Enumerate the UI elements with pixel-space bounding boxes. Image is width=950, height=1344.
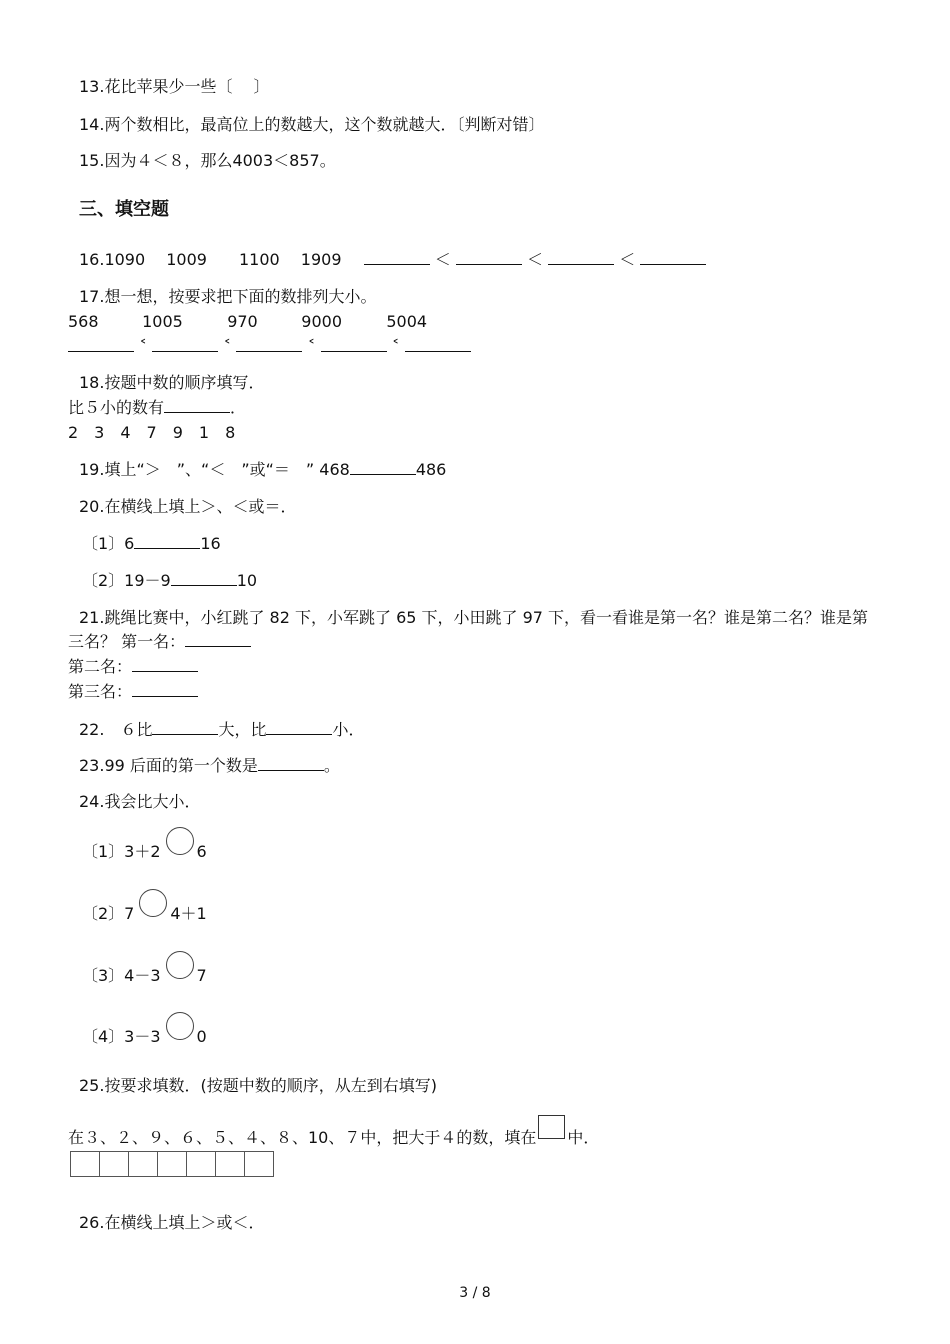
part-label: 〔1〕6: [82, 534, 135, 553]
question-16: [79, 250, 706, 270]
answer-cell[interactable]: [245, 1152, 273, 1176]
less-than-sign: ＜: [526, 250, 543, 269]
answer-cell[interactable]: [129, 1152, 158, 1176]
answer-blank[interactable]: [132, 657, 198, 672]
answer-blank[interactable]: [258, 756, 324, 771]
answer-blank[interactable]: [364, 250, 430, 265]
compare-circle[interactable]: [166, 827, 194, 855]
expression-left: 〔2〕7: [82, 904, 135, 923]
answer-cell[interactable]: [100, 1152, 129, 1176]
expression-left: 〔3〕4－3: [82, 966, 161, 985]
question-19: [79, 460, 446, 480]
question-20-part2: [82, 571, 257, 591]
question-18-digits: 2 3 4 7 9 1 8: [68, 423, 236, 442]
answer-cell[interactable]: [158, 1152, 187, 1176]
answer-blank[interactable]: [321, 337, 387, 352]
question-23-prompt: 23.99 后面的第一个数是: [79, 756, 258, 775]
question-18-prompt: 比５小的数有: [68, 398, 165, 417]
question-21-line4: [68, 682, 198, 702]
number-item: 568: [68, 312, 99, 331]
question-25-line2: [68, 1115, 599, 1148]
question-21-line3: [68, 657, 198, 677]
less-than-sign: ˂: [223, 337, 232, 356]
question-17-blanks: [68, 337, 471, 357]
question-18-line: [68, 398, 246, 418]
question-17: 17.想一想，按要求把下面的数排列大小。: [79, 287, 377, 306]
answer-blank[interactable]: [185, 632, 251, 647]
answer-blank[interactable]: [68, 337, 134, 352]
expression-right: 4＋1: [170, 904, 207, 923]
less-than-sign: ˂: [307, 337, 316, 356]
answer-blank[interactable]: [152, 337, 218, 352]
question-26: 26.在横线上填上＞或＜．: [79, 1213, 265, 1232]
question-18: 18.按题中数的顺序填写．: [79, 373, 265, 392]
compare-circle[interactable]: [166, 1012, 194, 1040]
question-19-prompt: 19.填上“＞ ”、“＜ ”或“＝ ” 468: [79, 460, 350, 479]
question-13: 13.花比苹果少一些〔 〕: [79, 77, 270, 96]
part-label: 〔2〕19－9: [82, 571, 171, 590]
answer-blank[interactable]: [350, 460, 416, 475]
third-place-label: 第三名：: [68, 682, 133, 701]
section-title: 三、填空题: [79, 199, 169, 220]
number-item: 5004: [386, 312, 428, 331]
question-25-suffix: 中．: [567, 1128, 600, 1147]
answer-blank[interactable]: [640, 250, 706, 265]
answer-blank[interactable]: [456, 250, 522, 265]
answer-blank[interactable]: [548, 250, 614, 265]
expression-right: 7: [196, 966, 207, 985]
question-21-line2: [68, 632, 251, 652]
period: ．: [230, 398, 247, 417]
answer-blank[interactable]: [171, 571, 237, 586]
answer-blank[interactable]: [236, 337, 302, 352]
answer-cell[interactable]: [187, 1152, 216, 1176]
page-number: 3 / 8: [459, 1285, 491, 1301]
expression-right: 0: [196, 1027, 207, 1046]
question-15: 15.因为４＜８，那么4003＜857。: [79, 151, 336, 170]
question-20-part1: [82, 534, 221, 554]
expression-right: 6: [196, 842, 207, 861]
expression-left: 〔1〕3＋2: [82, 842, 161, 861]
answer-grid: [70, 1151, 274, 1177]
first-place-label: 三名？ 第一名：: [68, 632, 186, 651]
less-than-sign: ˂: [139, 337, 148, 356]
question-20: 20.在横线上填上＞、＜或＝．: [79, 497, 297, 516]
compare-circle[interactable]: [139, 889, 167, 917]
number-item: 970: [227, 312, 258, 331]
answer-blank[interactable]: [405, 337, 471, 352]
part-number: 16: [200, 534, 221, 553]
answer-cell[interactable]: [71, 1152, 100, 1176]
number-item: 9000: [301, 312, 342, 331]
question-22-prompt: 22. ６比: [79, 720, 153, 739]
expression-left: 〔4〕3－3: [82, 1027, 161, 1046]
number-item: 1005: [142, 312, 183, 331]
less-than-sign: ＜: [434, 250, 451, 269]
answer-blank[interactable]: [266, 720, 332, 735]
question-23-suffix: 。: [323, 756, 340, 775]
answer-blank[interactable]: [164, 398, 230, 413]
answer-blank[interactable]: [152, 720, 218, 735]
answer-blank[interactable]: [132, 682, 198, 697]
question-22-mid: 大，比: [218, 720, 267, 739]
question-25-prompt: 在３、２、９、６、５、４、８、10、７中，把大于４的数，填在: [68, 1128, 537, 1147]
question-22: [79, 720, 364, 740]
question-23: [79, 756, 340, 776]
less-than-sign: ＜: [619, 250, 636, 269]
question-17-numbers: [68, 312, 427, 332]
compare-circle[interactable]: [166, 951, 194, 979]
question-24: 24.我会比大小．: [79, 792, 201, 811]
second-place-label: 第二名：: [68, 657, 133, 676]
answer-cell[interactable]: [216, 1152, 245, 1176]
less-than-sign: ˂: [391, 337, 400, 356]
square-box-icon: [538, 1115, 565, 1139]
answer-blank[interactable]: [134, 534, 200, 549]
question-25: 25.按要求填数．(按题中数的顺序，从左到右填写): [79, 1076, 437, 1095]
question-14: 14.两个数相比，最高位上的数越大，这个数就越大．〔判断对错〕: [79, 115, 545, 134]
question-22-suffix: 小．: [332, 720, 365, 739]
question-19-number: 486: [415, 460, 447, 479]
part-number: 10: [236, 571, 258, 590]
question-21: 21.跳绳比赛中，小红跳了 82 下，小军跳了 65 下，小田跳了 97 下，看一看谁是第一名？谁是第二名？谁是第: [79, 608, 869, 627]
question-16-numbers: 16.1090 1009 1100 1909: [79, 250, 342, 269]
